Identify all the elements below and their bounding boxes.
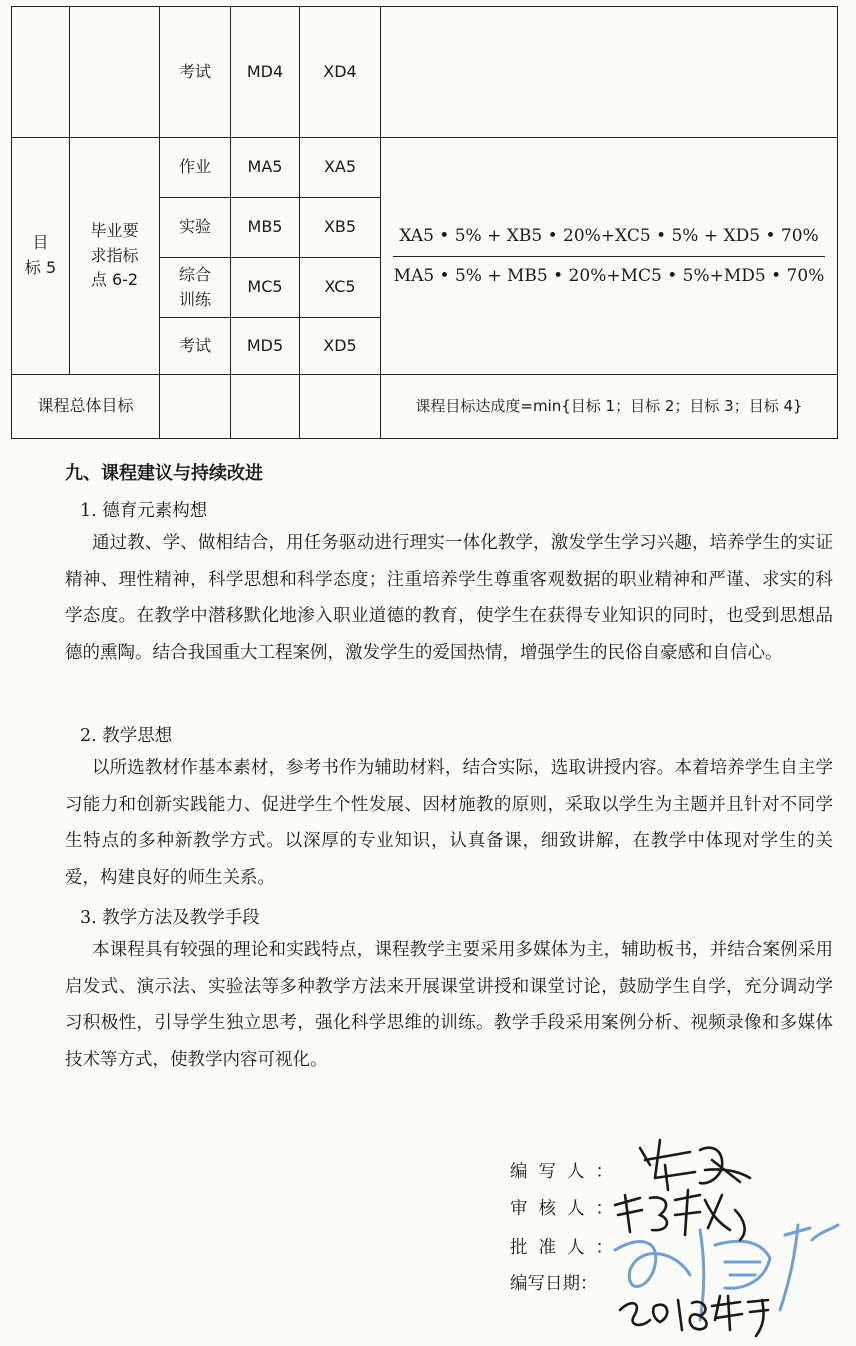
total-formula-cell: 课程目标达成度=min{目标 1；目标 2；目标 3；目标 4} (381, 375, 838, 439)
method-cell: 考试 (160, 318, 231, 375)
approver-label: 批准人： (510, 1238, 624, 1258)
paragraph-2: 以所选教材作基本素材，参考书作为辅助材料，结合实际，选取讲授内容。本着培养学生自主学习能力和创新实践能力、促进学生个性发展、因材施教的原则，采取以学生为主题并且针对不同学生特点的多种新教学方式。以深厚的专业知识，认真备课，细致讲解，在教学中体现对学生的关爱，构建良好的师生关系。 (65, 758, 833, 888)
section-title: 九、课程建议与持续改进 (65, 463, 263, 484)
subsection-heading-1: 1. 德育元素构想 (80, 501, 208, 521)
writer-label: 编写人： (510, 1162, 624, 1182)
method-cell: 考试 (160, 7, 231, 138)
x-cell: XC5 (300, 258, 381, 318)
reviewer-label: 审核人： (510, 1199, 624, 1219)
x-cell: XA5 (300, 138, 381, 198)
m-cell: MD4 (231, 7, 300, 138)
subsection-heading-2: 2. 教学思想 (80, 726, 173, 746)
x-cell: XB5 (300, 198, 381, 258)
m-cell: MB5 (231, 198, 300, 258)
total-label-cell: 课程总体目标 (12, 375, 160, 439)
blue-signature (615, 1225, 838, 1320)
x-cell: XD5 (300, 318, 381, 375)
formula-numerator: XA5 • 5% + XB5 • 20%+XC5 • 5% + XD5 • 70% (393, 223, 824, 256)
m-cell: MA5 (231, 138, 300, 198)
goal-cell: 目 标 5 (12, 138, 70, 375)
formula-denominator: MA5 • 5% + MB5 • 20%+MC5 • 5%+MD5 • 70% (393, 265, 825, 286)
black-signatures (615, 1140, 768, 1336)
method-cell: 作业 (160, 138, 231, 198)
m-cell: MC5 (231, 258, 300, 318)
method-cell: 实验 (160, 198, 231, 258)
subsection-heading-3: 3. 教学方法及教学手段 (80, 908, 260, 928)
m-cell: MD5 (231, 318, 300, 375)
x-cell: XD4 (300, 7, 381, 138)
paragraph-1: 通过教、学、做相结合，用任务驱动进行理实一体化教学，激发学生学习兴趣，培养学生的实证精神、理性精神，科学思想和科学态度；注重培养学生尊重客观数据的职业精神和严谨、求实的科学态度。在教学中潜移默化地渗入职业道德的教育，使学生在获得专业知识的同时，也受到思想品德的熏陶。结合我国重大工程案例，激发学生的爱国热情，增强学生的民俗自豪感和自信心。 (65, 533, 833, 663)
date-label: 编写日期： (510, 1274, 598, 1294)
paragraph-3: 本课程具有较强的理论和实践特点，课程教学主要采用多媒体为主，辅助板书，并结合案例采用启发式、演示法、实验法等多种教学方法来开展课堂讲授和课堂讨论，鼓励学生自学，充分调动学习积极性，引导学生独立思考，强化科学思维的训练。教学手段采用案例分析、视频录像和多媒体技术等方式，使教学内容可视化。 (65, 940, 833, 1070)
indicator-cell: 毕业要 求指标 点 6-2 (70, 138, 160, 375)
method-cell: 综合 训练 (160, 258, 231, 318)
